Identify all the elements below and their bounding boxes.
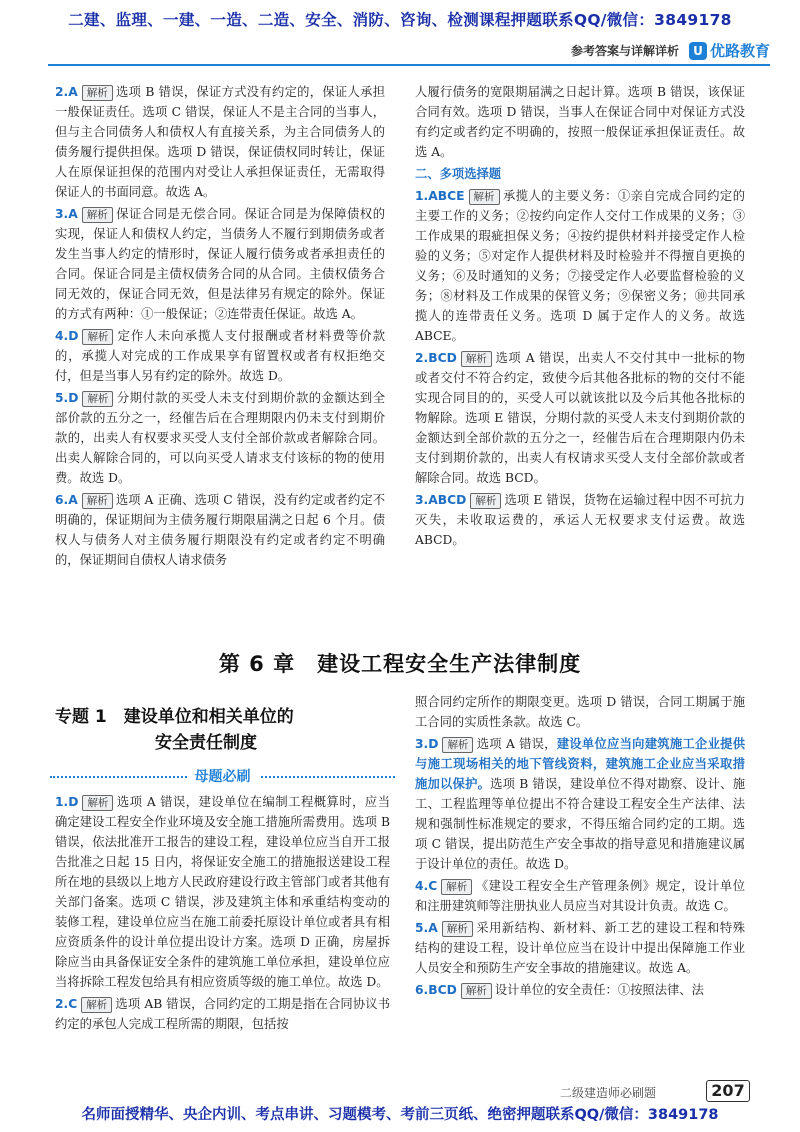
analysis-tag: 解析	[470, 493, 501, 509]
answer-entry	[415, 980, 745, 1000]
answer-number: 2.C	[55, 997, 78, 1011]
top-contact-banner: 二建、监理、一建、一造、二造、安全、消防、咨询、检测课程押题联系QQ/微信：3849178	[68, 11, 732, 29]
answer-text: 定作人未向承揽人支付报酬或者材料费等价款的，承揽人对完成的工作成果享有留置权或者有权拒绝交付，但是当事人另有约定的除外。故选 D。	[55, 329, 385, 383]
topic-line-2: 安全责任制度	[155, 733, 257, 753]
highlighted-text: 建设单位应当向建筑施工企业提供与施工现场相关的地下管线资料，建筑施工企业应当采取措施加以保护。	[415, 736, 745, 791]
section-title: 二、多项选择题	[415, 167, 502, 181]
footer-book-title: 二级建造师必刷题	[560, 1086, 657, 1100]
answer-entry	[55, 82, 385, 202]
answer-continuation: 人履行债务的宽限期届满之日起计算。选项 B 错误，该保证合同有效。选项 D 错误，当事人在保证合同中对保证方式没有约定或者约定不明确的，按照一般保证承担保证责任。故选 A。	[415, 85, 745, 159]
chapter-title: 第 6 章 建设工程安全生产法律制度	[218, 652, 582, 676]
answer-text: 分期付款的买受人未支付到期价款的金额达到全部价款的五分之一，经催告后在合理期限内仍未支付到期价款的，出卖人有权要求买受人支付全部价款或者解除合同。出卖人解除合同的，可以向买受人请求支付该标的物的使用费。故选 D。	[55, 391, 385, 485]
answer-text: 采用新结构、新材料、新工艺的建设工程和特殊结构的建设工程，设计单位应当在设计中提出保障施工作业人员安全和预防生产安全事故的措施建议。故选 A。	[415, 921, 745, 975]
answer-entry	[415, 490, 745, 550]
answer-text: 选项 A 错误，建设单位在编制工程概算时，应当确定建设工程安全作业环境及安全施工措施所需费用。选项 B 错误，依法批准开工报告的建设工程，建设单位应当自开工报告批准之日起 15 日内，将保证安全施工的措施报送建设工程所在地的县级以上地方人民政府建设行政主管部门或者其他有关部门备案。选项 C 错误，涉及建筑主体和承重结构变动的装修工程，建设单位应当在施工前委托原设计单位或者具有相应资质条件的设计单位提出设计方案。选项 D 正确，房屋拆除应当由具备保证安全条件的建筑施工单位承担，建设单位应当将拆除工程发包给具有相应资质等级的施工单位。故选 D。	[55, 795, 390, 989]
answer-number: 5.A	[415, 921, 438, 935]
answer-text: 承揽人的主要义务：①亲自完成合同约定的主要工作的义务；②按约向定作人交付工作成果的义务；③工作成果的瑕疵担保义务；④按约提供材料并接受定作人检验的义务；⑤对定作人提供材料及时检验并不得擅自更换的义务；⑥及时通知的义务；⑦接受定作人必要监督检验的义务；⑧材料及工作成果的保管义务；⑨保密义务；⑩共同承揽人的连带责任义务。选项 D 属于定作人的义务。故选ABCE。	[415, 189, 745, 343]
answer-text: 选项 E 错误，货物在运输过程中因不可抗力灭失，未收取运费的，承运人无权要求支付运费。故选 ABCD。	[415, 493, 745, 547]
answer-text: 设计单位的安全责任：①按照法律、法	[494, 983, 704, 997]
header-rule	[48, 64, 770, 66]
analysis-tag: 解析	[82, 391, 113, 407]
topic-heading	[55, 704, 395, 756]
analysis-tag: 解析	[82, 207, 113, 223]
answer-text: 选项 A 正确、选项 C 错误，没有约定或者约定不明确的，保证期间为主债务履行期限届满之日起 6 个月。债权人与债务人对主债务履行期限没有约定或者约定不明确的，保证期间自债权人请求债务	[55, 493, 385, 567]
bottom-contact-banner: 名师面授精华、央企内训、考点串讲、习题模考、考前三页纸、绝密押题联系QQ/微信：3849178	[81, 1107, 719, 1123]
answer-number: 2.BCD	[415, 351, 457, 365]
answer-entry	[415, 918, 745, 978]
answer-entry	[55, 326, 385, 386]
answer-entry	[415, 186, 745, 346]
analysis-tag: 解析	[469, 189, 500, 205]
answer-number: 2.A	[55, 85, 78, 99]
answer-number: 4.C	[415, 879, 438, 893]
answer-text: 选项 B 错误，保证方式没有约定的，保证人承担一般保证责任。选项 C 错误，保证人不是主合同的当事人，但与主合同债务人和债权人有直接关系，为主合同债务人的债务履行提供担保。选项 D 错误，保证债权同时转让，保证人在原保证担保的范围内对受让人承担保证责任，无需取得保证人的书面同意。故选 A。	[55, 85, 385, 199]
analysis-tag: 解析	[442, 921, 473, 937]
analysis-tag: 解析	[82, 329, 113, 345]
answer-text: 选项 A 错误，出卖人不交付其中一批标的物或者交付不符合约定，致使今后其他各批标的物的交付不能实现合同目的的，买受人可以就该批以及今后其他各批标的物解除。选项 E 错误，分期付款的买受人未支付到期价款的金额达到全部价款的五分之一，经催告后在合理期限内仍未支付到期价款的，出卖人有权请求买受人支付全部价款或者解除合同。故选 BCD。	[415, 351, 745, 485]
answer-number: 1.D	[55, 795, 79, 809]
analysis-tag: 解析	[461, 983, 492, 999]
answer-number: 3.A	[55, 207, 78, 221]
page-number: 207	[706, 1080, 750, 1102]
header-subtitle: 参考答案与详解详析	[570, 44, 679, 58]
answer-text: 选项 B 错误，建设单位不得对勘察、设计、施工、工程监理等单位提出不符合建设工程安全生产法律、法规和强制性标准规定的要求，不得压缩合同约定的工期。选项 C 错误，提出防范生产安全事故的指导意见和措施建议属于设计单位的责任。故选 D。	[415, 777, 745, 871]
answer-number: 3.ABCD	[415, 493, 467, 507]
answer-number: 6.BCD	[415, 983, 457, 997]
answer-entry	[55, 388, 385, 488]
answer-number: 1.ABCE	[415, 189, 465, 203]
topic-line-1: 专题 1 建设单位和相关单位的	[55, 707, 294, 727]
answer-number: 4.D	[55, 329, 79, 343]
analysis-tag: 解析	[441, 879, 472, 895]
analysis-tag: 解析	[81, 997, 112, 1013]
lower-left-column	[55, 792, 390, 1036]
answer-entry	[55, 490, 385, 570]
analysis-tag: 解析	[442, 737, 473, 753]
answer-text: 选项 A 错误，	[476, 737, 557, 751]
answer-entry	[55, 792, 390, 992]
lower-right-column	[415, 692, 745, 1002]
answer-entry	[55, 994, 390, 1034]
analysis-tag: 解析	[82, 795, 113, 811]
brand-name: 优路教育	[709, 42, 770, 60]
answer-entry	[55, 204, 385, 324]
analysis-tag: 解析	[82, 493, 113, 509]
answer-number: 5.D	[55, 391, 79, 405]
page-header	[571, 40, 770, 61]
answer-entry	[415, 734, 745, 874]
brand-logo	[689, 40, 770, 61]
upper-right-column	[415, 82, 745, 552]
analysis-tag: 解析	[461, 351, 492, 367]
subhead-bar	[50, 766, 395, 788]
answer-number: 6.A	[55, 493, 78, 507]
analysis-tag: 解析	[82, 85, 113, 101]
answer-text: 选项 AB 错误，合同约定的工期是指在合同协议书约定的承包人完成工程所需的期限，包括按	[55, 997, 390, 1031]
answer-continuation: 照合同约定所作的期限变更。选项 D 错误，合同工期属于施工合同的实质性条款。故选 C。	[415, 695, 745, 729]
brand-logo-icon: U	[689, 42, 707, 60]
answer-entry	[415, 348, 745, 488]
answer-text: 《建设工程安全生产管理条例》规定，设计单位和注册建筑师等注册执业人员应当对其设计负责。故选 C。	[415, 879, 745, 913]
answer-number: 3.D	[415, 737, 439, 751]
answer-entry	[415, 876, 745, 916]
subhead-label: 母题必刷	[187, 766, 259, 786]
answer-text: 保证合同是无偿合同。保证合同是为保障债权的实现，保证人和债权人约定，当债务人不履行到期债务或者发生当事人约定的情形时，保证人履行债务或者承担责任的合同。保证合同是主债权债务合同的从合同。主债权债务合同无效的，保证合同无效，但是法律另有规定的除外。保证的方式有两种：①一般保证；②连带责任保证。故选 A。	[55, 207, 385, 321]
upper-left-column	[55, 82, 385, 572]
